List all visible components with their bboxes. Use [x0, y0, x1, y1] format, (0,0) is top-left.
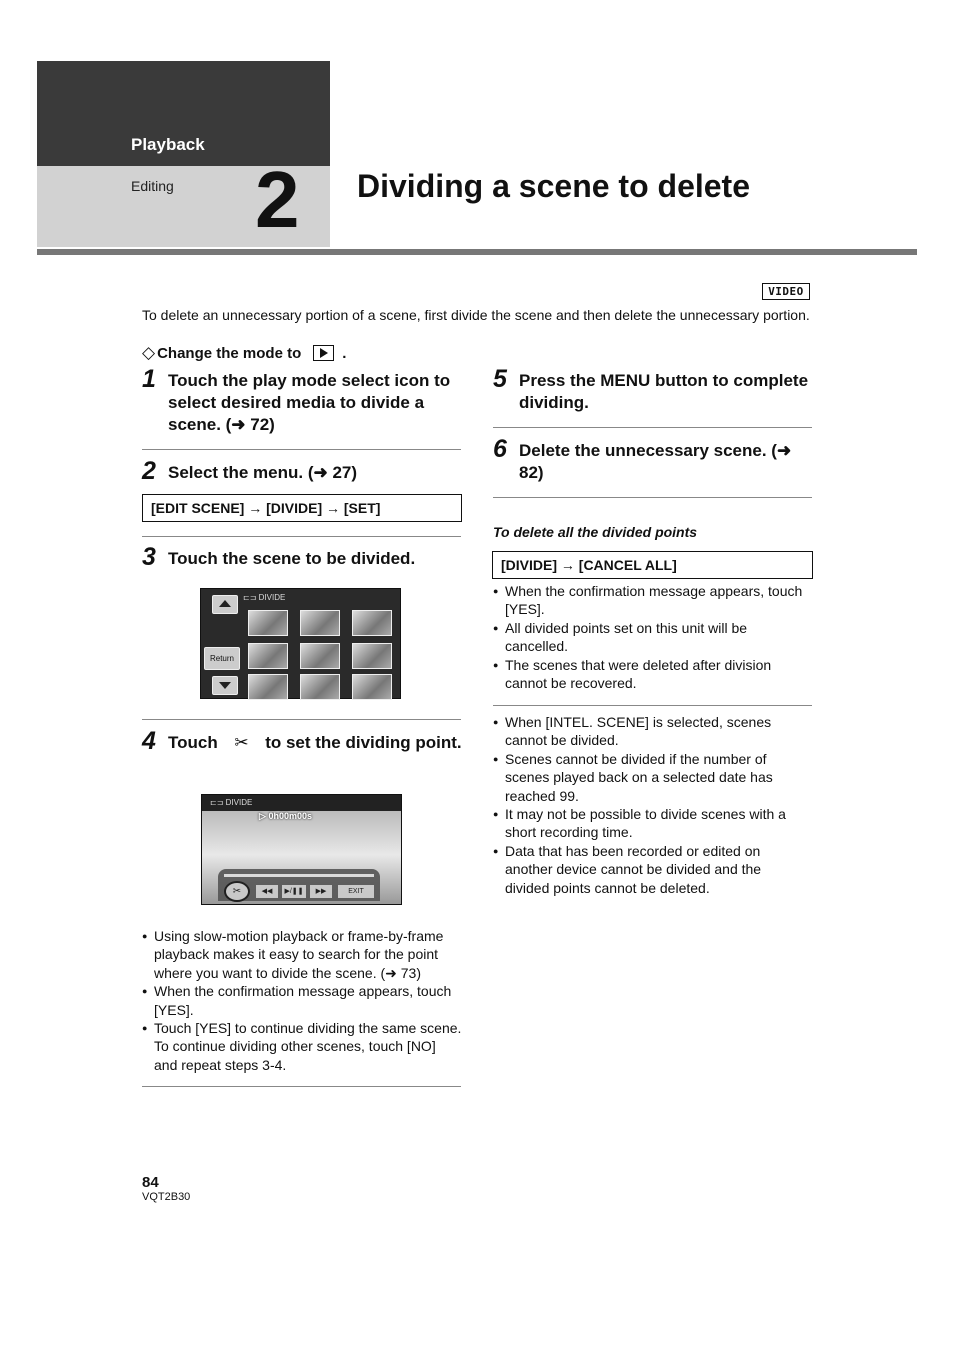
scene-thumbnail[interactable] [352, 610, 392, 636]
scene-thumbnail[interactable] [248, 674, 288, 700]
scene-thumbnail[interactable] [352, 643, 392, 669]
step-2-number: 2 [142, 457, 156, 485]
delete-all-menu-path: [DIVIDE] → [CANCEL ALL] [492, 551, 813, 579]
step-1-number: 1 [142, 365, 156, 393]
delete-all-notes [493, 582, 808, 692]
header-rule [37, 249, 917, 255]
step-4-text-before: Touch [168, 733, 218, 752]
step-2-menu-path: [EDIT SCENE] → [DIVIDE] → [SET] [142, 494, 462, 522]
divider [142, 449, 461, 450]
step-4-text-after: to set the dividing point. [265, 733, 462, 752]
list-item: ● The scenes that were deleted after division cannot be recovered. [493, 656, 808, 693]
page-number: 84 [142, 1174, 159, 1191]
step-4-number: 4 [142, 727, 156, 755]
divide-button[interactable] [224, 881, 250, 902]
scene-thumbnail[interactable] [248, 610, 288, 636]
play-pause-button[interactable] [282, 885, 306, 898]
step-1-text: Touch the play mode select icon to select desired media to divide a scene. (➜ 72) [168, 371, 451, 434]
list-item: ● All divided points set on this unit will be cancelled. [493, 619, 808, 656]
exit-button[interactable]: EXIT [338, 885, 374, 898]
step-6-text: Delete the unnecessary scene. (➜ 82) [519, 441, 792, 482]
play-indicator-icon: ▷ [259, 811, 266, 821]
section-label: Playback [131, 135, 205, 154]
video-badge: VIDEO [762, 283, 810, 300]
subsection-label: Editing [131, 178, 174, 194]
list-item: ● When the confirmation message appears, touch [YES]. [493, 582, 808, 619]
mode-instruction [142, 343, 346, 363]
list-item: ● When the confirmation message appears, touch [YES]. [142, 982, 462, 1019]
step-3-text: Touch the scene to be divided. [168, 549, 416, 568]
progress-bar[interactable] [224, 874, 374, 877]
rewind-icon: ◀◀ [261, 888, 273, 895]
general-notes [493, 713, 808, 897]
fast-forward-icon: ▶▶ [315, 888, 327, 895]
list-item: ● It may not be possible to divide scenes with a short recording time. [493, 805, 808, 842]
divide-icon: ⊏⊐ [243, 593, 257, 602]
scene-thumbnail[interactable] [300, 674, 340, 700]
chapter-number: 2 [255, 155, 300, 244]
play-pause-icon: ▶/❚❚ [284, 888, 304, 895]
control-panel [218, 869, 380, 901]
mode-suffix: . [342, 344, 347, 362]
model-code: VQT2B30 [142, 1191, 191, 1203]
scene-thumbnail[interactable] [352, 674, 392, 700]
intro-text: To delete an unnecessary portion of a scene, first divide the scene and then delete the unnecessary portion. [142, 307, 810, 323]
scene-thumbnail[interactable] [300, 643, 340, 669]
return-button[interactable]: Return [204, 647, 240, 670]
scissors-icon: ✂ [232, 886, 242, 897]
divider [142, 536, 461, 537]
step-4-notes [142, 927, 462, 1074]
step-6-number: 6 [493, 435, 507, 463]
step-2-text: Select the menu. (➜ 27) [168, 463, 358, 482]
mode-prefix: Change the mode to [157, 344, 302, 362]
delete-all-heading: To delete all the divided points [493, 524, 698, 540]
divide-thumbnail-screen [200, 588, 401, 699]
divider [493, 427, 812, 428]
divider [142, 719, 461, 720]
step-5-number: 5 [493, 365, 507, 393]
step-4-text [168, 732, 463, 754]
rewind-button[interactable] [256, 885, 278, 898]
screen-mode-label: ⊏⊐ DIVIDE [243, 593, 286, 602]
screen-mode-label: ⊏⊐ DIVIDE [210, 798, 253, 807]
step-3-number: 3 [142, 543, 156, 571]
list-item: ● Using slow-motion playback or frame-by-frame playback makes it easy to search for the point where you want to divide the scene. (➜ 73) [142, 927, 462, 982]
step-5-text: Press the MENU button to complete dividing. [519, 371, 809, 412]
list-item: ● When [INTEL. SCENE] is selected, scenes cannot be divided. [493, 713, 808, 750]
list-item: ● Data that has been recorded or edited on another device cannot be divided and the divided points cannot be deleted. [493, 842, 808, 897]
scene-thumbnail[interactable] [300, 610, 340, 636]
timecode-display: ▷ 0h00m00s [259, 811, 312, 821]
divider [142, 1086, 461, 1087]
scroll-down-button[interactable] [212, 676, 238, 695]
divide-icon: ⊏⊐ [210, 798, 224, 807]
list-item: ● Scenes cannot be divided if the number of scenes played back on a selected date has reached 99. [493, 750, 808, 805]
page-title: Dividing a scene to delete [357, 168, 750, 204]
fast-forward-button[interactable] [310, 885, 332, 898]
down-arrow-icon [219, 682, 231, 689]
scissors-icon: ✂ [234, 733, 249, 752]
list-item: ● Touch [YES] to continue dividing the same scene. To continue dividing other scenes, touch [NO] and repeat steps 3-4. [142, 1019, 462, 1074]
diamond-icon: ◇ [142, 343, 156, 362]
divider [493, 705, 812, 706]
divide-playback-screen [201, 794, 402, 905]
playback-mode-icon [313, 345, 334, 361]
divider [493, 497, 812, 498]
up-arrow-icon [219, 600, 231, 607]
scroll-up-button[interactable] [212, 595, 238, 614]
scene-thumbnail[interactable] [248, 643, 288, 669]
